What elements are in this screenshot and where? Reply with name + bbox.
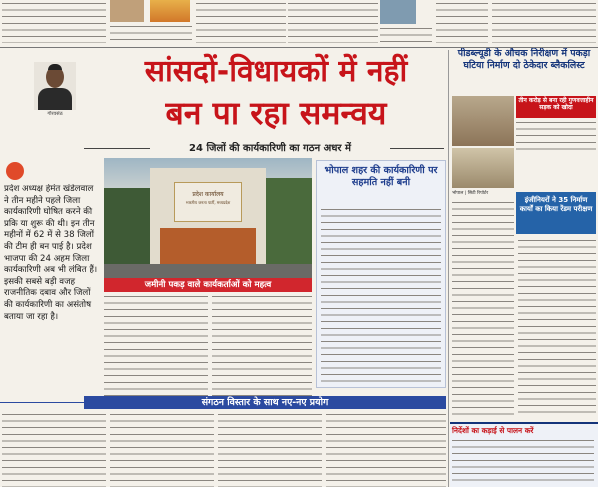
bottom-right-text xyxy=(452,438,594,486)
bottom-text-col2 xyxy=(110,412,214,487)
bjp-office-photo xyxy=(104,158,312,278)
right-dateline: भोपाल | सिटी रिपोर्टर xyxy=(452,191,489,196)
right-text-col1b xyxy=(452,372,514,420)
main-headline-line1: सांसदों-विधायकों में नहीं xyxy=(144,54,408,89)
column-divider xyxy=(448,50,449,487)
building-sign-line2: भारतीय जनता पार्टी, मध्यप्रदेश xyxy=(185,200,231,205)
text-column xyxy=(150,24,192,44)
right-headline: पीडब्ल्यूडी के औचक निरीक्षण में पकड़ा घटिया निर्माण दो ठेकेदार ब्लैकलिस्ट xyxy=(457,48,591,71)
text-column xyxy=(196,1,286,43)
right-text-col2 xyxy=(518,238,596,418)
bottom-right-box xyxy=(450,422,598,487)
text-column xyxy=(2,1,106,43)
left-bullet-icon xyxy=(6,162,24,180)
worksite-photo xyxy=(452,148,514,188)
band-rule xyxy=(0,402,84,403)
bottom-text-col1 xyxy=(2,412,106,487)
road-photo xyxy=(452,96,514,146)
building-sign-line1: प्रदेश कार्यालय xyxy=(192,191,224,198)
bottom-text-col4 xyxy=(326,412,446,487)
photo-thumb xyxy=(380,0,416,24)
bottom-text-col3 xyxy=(218,412,322,487)
section-band: संगठन विस्तार के साथ नए-नए प्रयोग xyxy=(84,396,446,409)
intro-text: प्रदेश अध्यक्ष हेमंत खंडेलवाल ने तीन महीने पहले जिला कार्यकारिणी घोषित करने की प्रकि या शुरू की थी। इन तीन महीनों में 62 में से 38 जिलों की टीम ही बन पाई है। प्रदेश भाजपा की 24 अहम जिला कार्यकारिणी अब भी लंबित हैं। इसकी सबसे बड़ी वजह राजनीतिक दबाव और जिलों की कार्यकारिणी का असंतोष बताया जा रहा है। xyxy=(4,184,98,322)
temple-photo xyxy=(150,0,190,22)
main-headline-line2: बन पा रहा समन्वय xyxy=(165,94,387,132)
photo-thumb xyxy=(110,0,144,22)
top-strip xyxy=(0,0,598,48)
bhopal-box-title: भोपाल शहर की कार्यकारिणी पर सहमति नहीं बनी xyxy=(324,165,438,188)
reporter-name: गौरवसेठ xyxy=(47,111,63,117)
text-column xyxy=(110,24,150,44)
bottom-right-headline: निर्देशों का कड़ाई से पालन करें xyxy=(452,426,534,435)
text-column xyxy=(436,1,488,43)
text-column xyxy=(492,1,596,43)
right-text-col1 xyxy=(452,200,514,368)
text-column xyxy=(380,26,432,44)
bhopal-box xyxy=(316,160,446,388)
subhead: 24 जिलों की कार्यकारिणी का गठन अधर में xyxy=(150,142,390,156)
reporter-photo xyxy=(34,62,76,110)
text-column xyxy=(288,1,378,43)
bhopal-box-text xyxy=(321,207,441,383)
story-text-col1 xyxy=(104,294,208,396)
photo-caption: जमीनी पकड़ वाले कार्यकर्ताओं को महत्व xyxy=(104,278,312,292)
right-badge: तीन करोड़ से बना रही गुणवत्ताहीन सड़क को खोदा xyxy=(516,96,596,118)
engineer-box: इंजीनियरों ने 35 निर्माण कार्यों का किया रेंडम परीक्षण xyxy=(516,192,596,234)
story-text-col2 xyxy=(212,294,312,396)
right-badge-text xyxy=(516,120,596,154)
